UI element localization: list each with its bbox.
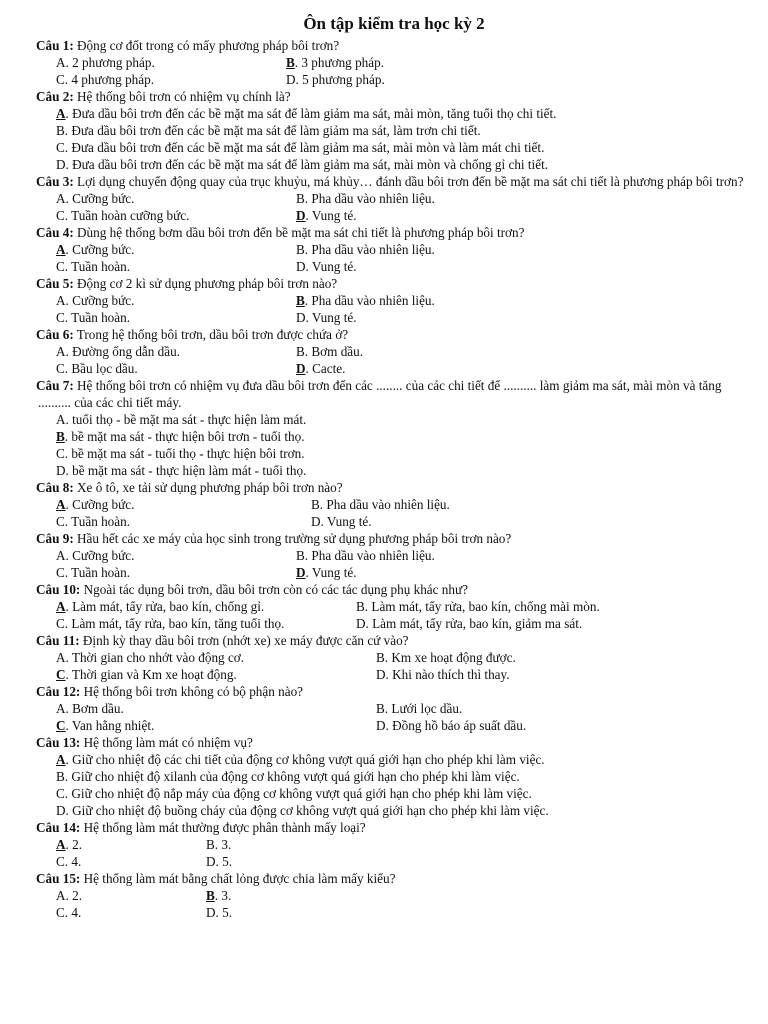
answer-text: . 2. xyxy=(65,888,83,903)
question-stem xyxy=(38,581,750,598)
answer-text: . 2. xyxy=(65,837,83,852)
answer-letter: B xyxy=(311,497,320,512)
answer-text: . bề mặt ma sát - thực hiện làm mát - tuổi thọ. xyxy=(65,463,307,478)
answer-option-b[interactable] xyxy=(296,190,435,207)
answer-text: . Làm mát, tẩy rửa, bao kín, chống mài mòn. xyxy=(364,599,600,614)
answer-text: . Làm mát, tẩy rửa, bao kín, chống gỉ. xyxy=(65,599,265,614)
answer-option-d[interactable] xyxy=(296,258,357,275)
correct-answer-letter: D xyxy=(296,565,306,580)
answer-letter: A xyxy=(56,293,66,308)
answer-option-a[interactable] xyxy=(56,105,750,122)
answer-option-b[interactable] xyxy=(286,54,384,71)
answer-row xyxy=(56,836,750,853)
answer-option-b[interactable] xyxy=(376,649,516,666)
question-number: Câu 9: xyxy=(36,531,74,546)
answer-options xyxy=(38,649,750,683)
question-stem xyxy=(38,870,750,887)
answer-options xyxy=(38,598,750,632)
answer-letter: D xyxy=(206,905,216,920)
answer-option-b[interactable] xyxy=(311,496,450,513)
answer-row xyxy=(56,547,750,564)
answer-row xyxy=(56,360,750,377)
question-text: Hệ thống bôi trơn không có bộ phận nào? xyxy=(80,684,304,699)
answer-text: . Thời gian cho nhớt vào động cơ. xyxy=(65,650,245,665)
question-text: Trong hệ thống bôi trơn, dầu bôi trơn được chứa ở? xyxy=(73,327,349,342)
answer-row xyxy=(56,904,750,921)
answer-text: . Vung té. xyxy=(305,565,357,580)
answer-text: . Van hằng nhiệt. xyxy=(65,718,155,733)
answer-options xyxy=(38,887,750,921)
answer-option-b[interactable] xyxy=(356,598,600,615)
question-number: Câu 15: xyxy=(36,871,81,886)
answer-letter: A xyxy=(56,55,66,70)
question-text: Động cơ 2 kì sử dụng phương pháp bôi trơn nào? xyxy=(73,276,338,291)
answer-text: . Pha dầu vào nhiên liệu. xyxy=(304,191,435,206)
answer-row xyxy=(56,615,750,632)
answer-option-c[interactable] xyxy=(56,615,356,632)
answer-text: . Tuần hoàn cưỡng bức. xyxy=(64,208,190,223)
answer-option-a[interactable] xyxy=(56,649,376,666)
answer-row xyxy=(56,71,750,88)
correct-answer-letter: B xyxy=(56,429,65,444)
correct-answer-letter: C xyxy=(56,667,66,682)
answer-option-a[interactable] xyxy=(56,190,296,207)
answer-option-c[interactable] xyxy=(56,258,296,275)
question-number: Câu 7: xyxy=(36,378,74,393)
answer-row xyxy=(56,292,750,309)
answer-options xyxy=(38,411,750,479)
question-stem xyxy=(38,173,750,190)
answer-letter: C xyxy=(56,854,65,869)
answer-letter: A xyxy=(56,650,66,665)
answer-options xyxy=(38,241,750,275)
answer-letter: B xyxy=(296,344,305,359)
question-stem xyxy=(38,275,750,292)
answer-text: . Vung té. xyxy=(305,310,357,325)
answer-row xyxy=(56,309,750,326)
answer-letter: D xyxy=(311,514,321,529)
answer-option-a[interactable] xyxy=(56,411,750,428)
answer-options xyxy=(38,105,750,173)
question-4 xyxy=(38,224,750,275)
answer-row xyxy=(56,258,750,275)
answer-option-c[interactable] xyxy=(56,207,296,224)
answer-option-c[interactable] xyxy=(56,139,750,156)
answer-letter: D xyxy=(56,463,66,478)
answer-options xyxy=(38,751,750,819)
question-stem xyxy=(38,377,750,411)
answer-letter: C xyxy=(56,616,65,631)
question-text: Hệ thống làm mát bằng chất lỏng được chia làm mấy kiểu? xyxy=(80,871,396,886)
answer-options xyxy=(38,836,750,870)
answer-option-d[interactable] xyxy=(206,904,232,921)
answer-row xyxy=(56,54,750,71)
answer-text: . tuổi thọ - bề mặt ma sát - thực hiện làm mát. xyxy=(65,412,307,427)
answer-text: . 5 phương pháp. xyxy=(295,72,385,87)
answer-letter: C xyxy=(56,905,65,920)
correct-answer-letter: B xyxy=(296,293,305,308)
answer-text: . Thời gian và Km xe hoạt động. xyxy=(65,667,237,682)
answer-text: . Đưa dầu bôi trơn đến các bề mặt ma sát để làm giảm ma sát, mài mòn và chống gỉ chi tiết. xyxy=(65,157,549,172)
answer-option-c[interactable] xyxy=(56,360,296,377)
question-stem xyxy=(38,632,750,649)
answer-text: . Đưa dầu bôi trơn đến các bề mặt ma sát để làm giảm ma sát, mài mòn, tăng tuổi thọ chi tiết. xyxy=(65,106,557,121)
answer-option-c[interactable] xyxy=(56,564,296,581)
answer-option-c[interactable] xyxy=(56,904,206,921)
answer-option-a[interactable] xyxy=(56,598,356,615)
answer-letter: D xyxy=(376,667,386,682)
answer-letter: C xyxy=(56,259,65,274)
answer-option-d[interactable] xyxy=(296,360,345,377)
answer-option-a[interactable] xyxy=(56,751,750,768)
question-5 xyxy=(38,275,750,326)
question-stem xyxy=(38,819,750,836)
answer-option-d[interactable] xyxy=(56,462,750,479)
correct-answer-letter: A xyxy=(56,599,66,614)
question-list xyxy=(38,37,750,921)
answer-letter: B xyxy=(376,650,385,665)
answer-text: . 4. xyxy=(64,905,82,920)
answer-option-d[interactable] xyxy=(376,717,526,734)
answer-letter: A xyxy=(56,548,66,563)
question-15 xyxy=(38,870,750,921)
answer-text: . Vung té. xyxy=(320,514,372,529)
answer-text: . Đưa dầu bôi trơn đến các bề mặt ma sát để làm giảm ma sát, làm trơn chi tiết. xyxy=(64,123,481,138)
answer-text: . 4 phương pháp. xyxy=(64,72,155,87)
answer-text: . Cưỡng bức. xyxy=(65,242,135,257)
answer-text: . Đưa dầu bôi trơn đến các bề mặt ma sát để làm giảm ma sát, mài mòn và làm mát chi tiết. xyxy=(64,140,545,155)
answer-option-c[interactable] xyxy=(56,853,206,870)
question-8 xyxy=(38,479,750,530)
question-stem xyxy=(38,88,750,105)
answer-letter: B xyxy=(56,769,65,784)
answer-text: . Đồng hồ báo áp suất dầu. xyxy=(385,718,527,733)
question-number: Câu 13: xyxy=(36,735,81,750)
question-13 xyxy=(38,734,750,819)
question-stem xyxy=(38,734,750,751)
answer-text: . Giữ cho nhiệt độ buồng cháy của động cơ không vượt quá giới hạn cho phép khi làm việc. xyxy=(65,803,549,818)
answer-row xyxy=(56,241,750,258)
question-number: Câu 5: xyxy=(36,276,74,291)
answer-text: . Giữ cho nhiệt độ xilanh của động cơ không vượt quá giới hạn cho phép khi làm việc. xyxy=(64,769,520,784)
answer-option-c[interactable] xyxy=(56,666,376,683)
correct-answer-letter: B xyxy=(206,888,215,903)
answer-text: . 2 phương pháp. xyxy=(65,55,155,70)
answer-option-c[interactable] xyxy=(56,513,311,530)
question-11 xyxy=(38,632,750,683)
answer-option-b[interactable] xyxy=(56,122,750,139)
answer-option-a[interactable] xyxy=(56,241,296,258)
question-number: Câu 4: xyxy=(36,225,74,240)
question-number: Câu 1: xyxy=(36,38,74,53)
answer-letter: D xyxy=(376,718,386,733)
answer-text: . Pha dầu vào nhiên liệu. xyxy=(319,497,450,512)
question-text: Định kỳ thay dầu bôi trơn (nhớt xe) xe máy được căn cứ vào? xyxy=(79,633,409,648)
answer-option-a[interactable] xyxy=(56,343,296,360)
answer-letter: D xyxy=(56,803,66,818)
answer-letter: C xyxy=(56,72,65,87)
question-stem xyxy=(38,683,750,700)
question-stem xyxy=(38,479,750,496)
correct-answer-letter: D xyxy=(296,208,306,223)
answer-option-b[interactable] xyxy=(296,241,435,258)
answer-row xyxy=(56,700,750,717)
answer-option-d[interactable] xyxy=(296,207,357,224)
answer-option-d[interactable] xyxy=(56,802,750,819)
question-stem xyxy=(38,530,750,547)
question-14 xyxy=(38,819,750,870)
correct-answer-letter: A xyxy=(56,497,66,512)
answer-option-d[interactable] xyxy=(286,71,385,88)
answer-letter: C xyxy=(56,446,65,461)
question-text: Động cơ đốt trong có mấy phương pháp bôi trơn? xyxy=(73,38,340,53)
question-text: Hệ thống bôi trơn có nhiệm vụ chính là? xyxy=(73,89,291,104)
question-number: Câu 2: xyxy=(36,89,74,104)
correct-answer-letter: A xyxy=(56,837,66,852)
question-number: Câu 3: xyxy=(36,174,74,189)
answer-text: . Làm mát, tẩy rửa, bao kín, giảm ma sát. xyxy=(365,616,583,631)
answer-letter: A xyxy=(56,701,66,716)
answer-text: . bề mặt ma sát - tuổi thọ - thực hiện bôi trơn. xyxy=(64,446,305,461)
answer-row xyxy=(56,496,750,513)
answer-letter: C xyxy=(56,786,65,801)
answer-letter: D xyxy=(356,616,366,631)
answer-option-a[interactable] xyxy=(56,496,311,513)
answer-row xyxy=(56,649,750,666)
answer-text: . Cưỡng bức. xyxy=(65,497,135,512)
answer-options xyxy=(38,343,750,377)
answer-letter: B xyxy=(376,701,385,716)
answer-letter: A xyxy=(56,344,66,359)
answer-text: . Lưới lọc dầu. xyxy=(384,701,463,716)
answer-text: . Bầu lọc dầu. xyxy=(64,361,138,376)
question-text: Hầu hết các xe máy của học sinh trong trường sử dụng phương pháp bôi trơn nào? xyxy=(73,531,512,546)
question-text: Hệ thống làm mát có nhiệm vụ? xyxy=(80,735,253,750)
question-text: Hệ thống bôi trơn có nhiệm vụ đưa dầu bôi trơn đến các ........ của các chi tiết để .......... làm giảm ma sát, mài mòn và tăng .......... của các chi tiết máy. xyxy=(38,378,722,410)
answer-letter: C xyxy=(56,140,65,155)
answer-letter: A xyxy=(56,888,66,903)
answer-text: . Bơm dầu. xyxy=(304,344,364,359)
answer-letter: C xyxy=(56,514,65,529)
answer-option-a[interactable] xyxy=(56,836,206,853)
correct-answer-letter: A xyxy=(56,242,66,257)
question-stem xyxy=(38,326,750,343)
answer-row xyxy=(56,343,750,360)
correct-answer-letter: C xyxy=(56,718,66,733)
answer-text: . 5. xyxy=(215,905,233,920)
question-stem xyxy=(38,224,750,241)
answer-options xyxy=(38,54,750,88)
answer-row xyxy=(56,513,750,530)
answer-letter: B xyxy=(206,837,215,852)
answer-option-c[interactable] xyxy=(56,717,376,734)
answer-letter: C xyxy=(56,361,65,376)
answer-text: . Tuần hoàn. xyxy=(64,514,131,529)
answer-letter: B xyxy=(296,242,305,257)
answer-option-b[interactable] xyxy=(206,887,231,904)
answer-option-b[interactable] xyxy=(296,343,363,360)
answer-text: . Cacte. xyxy=(305,361,346,376)
answer-text: . Giữ cho nhiệt độ nắp máy của động cơ không vượt quá giới hạn cho phép khi làm việc. xyxy=(64,786,532,801)
answer-option-d[interactable] xyxy=(356,615,582,632)
answer-text: . Km xe hoạt động được. xyxy=(384,650,516,665)
answer-text: . Pha dầu vào nhiên liệu. xyxy=(304,293,435,308)
answer-text: . 5. xyxy=(215,854,233,869)
answer-text: . Pha dầu vào nhiên liệu. xyxy=(304,548,435,563)
answer-row xyxy=(56,598,750,615)
correct-answer-letter: B xyxy=(286,55,295,70)
answer-row xyxy=(56,887,750,904)
answer-option-b[interactable] xyxy=(56,428,750,445)
answer-text: . Cưỡng bức. xyxy=(65,191,135,206)
correct-answer-letter: A xyxy=(56,106,66,121)
question-number: Câu 10: xyxy=(36,582,81,597)
answer-text: . Làm mát, tẩy rửa, bao kín, tăng tuổi thọ. xyxy=(64,616,285,631)
answer-option-d[interactable] xyxy=(56,156,750,173)
page-title: Ôn tập kiểm tra học kỳ 2 xyxy=(303,14,485,33)
question-stem xyxy=(38,37,750,54)
question-text: Dùng hệ thống bơm dầu bôi trơn đến bề mặt ma sát chi tiết là phương pháp bôi trơn? xyxy=(73,225,525,240)
answer-text: . Pha dầu vào nhiên liệu. xyxy=(304,242,435,257)
answer-letter: A xyxy=(56,412,66,427)
answer-option-b[interactable] xyxy=(376,700,462,717)
answer-option-c[interactable] xyxy=(56,71,286,88)
answer-option-b[interactable] xyxy=(296,292,435,309)
question-1 xyxy=(38,37,750,88)
answer-text: . Vung té. xyxy=(305,208,357,223)
question-text: Xe ô tô, xe tải sử dụng phương pháp bôi trơn nào? xyxy=(73,480,343,495)
answer-text: . Cưỡng bức. xyxy=(65,293,135,308)
answer-letter: D xyxy=(286,72,296,87)
answer-option-b[interactable] xyxy=(56,768,750,785)
answer-text: . 3. xyxy=(214,888,232,903)
answer-option-d[interactable] xyxy=(296,309,357,326)
answer-text: . Giữ cho nhiệt độ các chi tiết của động cơ không vượt quá giới hạn cho phép khi làm việc. xyxy=(65,752,545,767)
answer-letter: B xyxy=(56,123,65,138)
question-text: Lợi dụng chuyển động quay của trục khuỷu, má khủy… đánh dầu bôi trơn đến bề mặt ma sát chi tiết là phương pháp bôi trơn? xyxy=(73,174,744,189)
answer-letter: B xyxy=(296,548,305,563)
answer-letter: D xyxy=(296,259,306,274)
answer-option-a[interactable] xyxy=(56,54,286,71)
answer-option-a[interactable] xyxy=(56,700,376,717)
question-9 xyxy=(38,530,750,581)
answer-letter: D xyxy=(206,854,216,869)
answer-text: . Tuần hoàn. xyxy=(64,259,131,274)
question-6 xyxy=(38,326,750,377)
answer-option-d[interactable] xyxy=(296,564,357,581)
answer-letter: C xyxy=(56,310,65,325)
answer-options xyxy=(38,496,750,530)
answer-letter: D xyxy=(56,157,66,172)
answer-options xyxy=(38,190,750,224)
answer-text: . Tuần hoàn. xyxy=(64,565,131,580)
answer-text: . Khi nào thích thì thay. xyxy=(385,667,510,682)
answer-row xyxy=(56,564,750,581)
question-3 xyxy=(38,173,750,224)
answer-row xyxy=(56,666,750,683)
question-10 xyxy=(38,581,750,632)
answer-letter: D xyxy=(296,310,306,325)
answer-letter: C xyxy=(56,208,65,223)
answer-option-d[interactable] xyxy=(311,513,372,530)
answer-text: . Cưỡng bức. xyxy=(65,548,135,563)
answer-text: . Bơm dầu. xyxy=(65,701,124,716)
question-text: Hệ thống làm mát thường được phân thành mấy loại? xyxy=(80,820,366,835)
answer-text: . bề mặt ma sát - thực hiện bôi trơn - tuổi thọ. xyxy=(64,429,305,444)
question-text: Ngoài tác dụng bôi trơn, dầu bôi trơn còn có các tác dụng phụ khác như? xyxy=(80,582,468,597)
answer-row xyxy=(56,190,750,207)
answer-text: . 3 phương pháp. xyxy=(294,55,385,70)
correct-answer-letter: D xyxy=(296,361,306,376)
question-number: Câu 12: xyxy=(36,684,81,699)
answer-row xyxy=(56,717,750,734)
answer-text: . 3. xyxy=(214,837,232,852)
answer-options xyxy=(38,700,750,734)
answer-letter: B xyxy=(296,191,305,206)
answer-row xyxy=(56,853,750,870)
answer-option-c[interactable] xyxy=(56,785,750,802)
answer-option-a[interactable] xyxy=(56,887,206,904)
answer-letter: B xyxy=(356,599,365,614)
question-number: Câu 14: xyxy=(36,820,81,835)
answer-option-d[interactable] xyxy=(376,666,510,683)
answer-option-b[interactable] xyxy=(296,547,435,564)
answer-option-a[interactable] xyxy=(56,547,296,564)
answer-text: . Tuần hoàn. xyxy=(64,310,131,325)
answer-row xyxy=(56,207,750,224)
answer-option-b[interactable] xyxy=(206,836,231,853)
question-number: Câu 6: xyxy=(36,327,74,342)
answer-letter: C xyxy=(56,565,65,580)
answer-option-c[interactable] xyxy=(56,309,296,326)
question-number: Câu 8: xyxy=(36,480,74,495)
answer-option-d[interactable] xyxy=(206,853,232,870)
answer-text: . Đường ống dẫn dầu. xyxy=(65,344,181,359)
answer-options xyxy=(38,292,750,326)
answer-text: . 4. xyxy=(64,854,82,869)
answer-text: . Vung té. xyxy=(305,259,357,274)
answer-option-a[interactable] xyxy=(56,292,296,309)
question-7 xyxy=(38,377,750,479)
answer-letter: A xyxy=(56,191,66,206)
answer-options xyxy=(38,547,750,581)
question-12 xyxy=(38,683,750,734)
question-number: Câu 11: xyxy=(36,633,80,648)
question-2 xyxy=(38,88,750,173)
correct-answer-letter: A xyxy=(56,752,66,767)
answer-option-c[interactable] xyxy=(56,445,750,462)
